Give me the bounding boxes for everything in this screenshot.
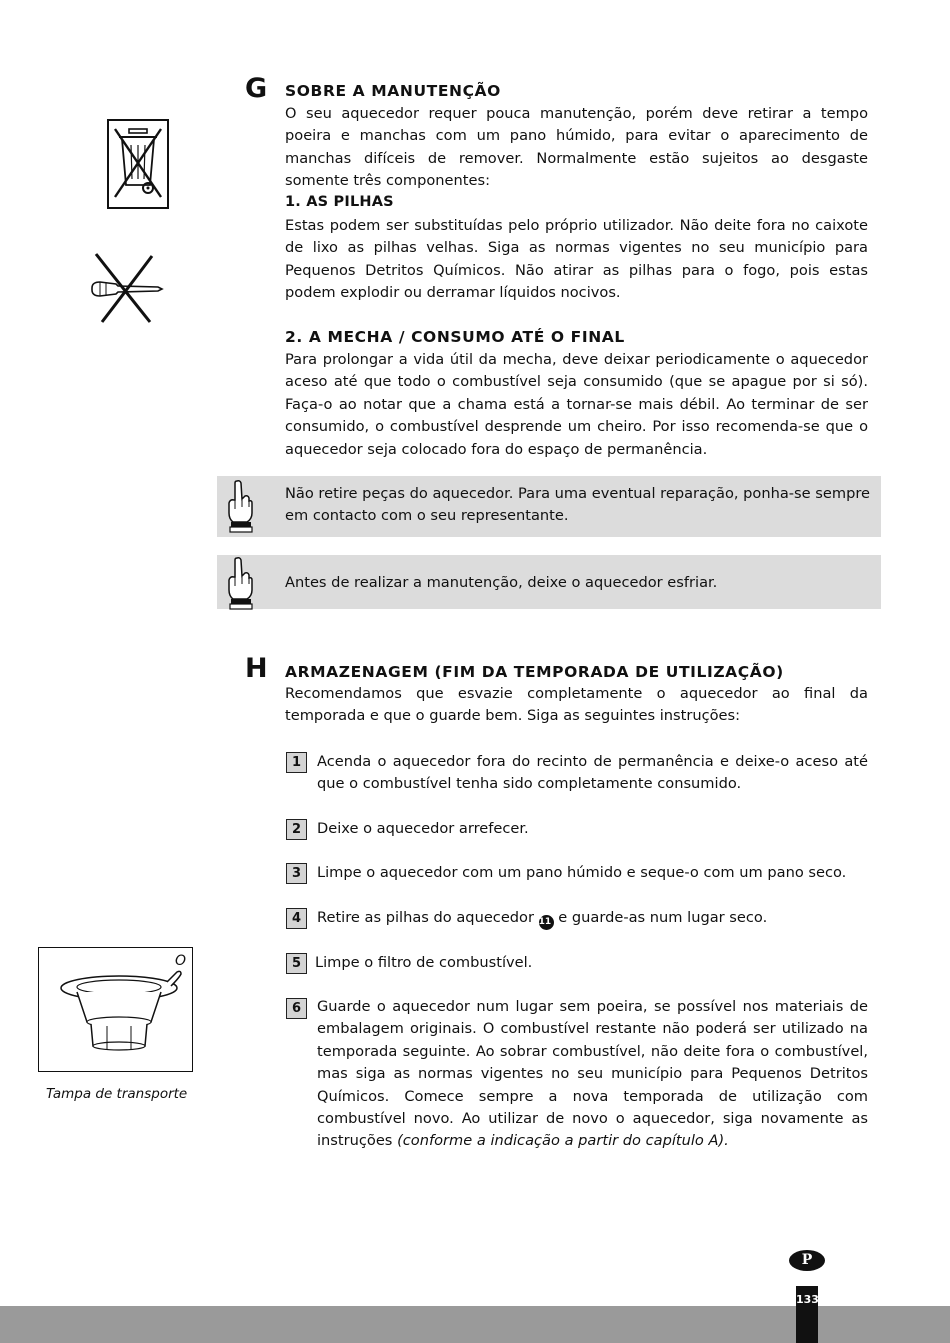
figure-frame bbox=[38, 947, 193, 1072]
language-badge: P bbox=[789, 1250, 825, 1271]
step-text-4 bbox=[317, 907, 868, 930]
crossed-out-bin-icon bbox=[107, 119, 169, 209]
sub2-title: 2. A MECHA / CONSUMO ATÉ O FINAL bbox=[285, 328, 625, 346]
pointing-hand-icon bbox=[225, 556, 255, 611]
step-4-text-before: Retire as pilhas do aquecedor bbox=[317, 909, 534, 926]
step-number-5: 5 bbox=[286, 953, 307, 974]
part-reference-badge: 11 bbox=[539, 915, 554, 930]
section-g-letter: G bbox=[245, 73, 268, 104]
note-1-text: Não retire peças do aquecedor. Para uma eventual reparação, ponha-se sempre em contacto com o seu representante. bbox=[285, 485, 870, 525]
step-number-2: 2 bbox=[286, 819, 307, 840]
step-text-5: Limpe o filtro de combustível. bbox=[315, 954, 533, 971]
step-number-1: 1 bbox=[286, 752, 307, 773]
section-h-intro: Recomendamos que esvazie completamente o aquecedor ao final da temporada e que o guarde bem. Siga as seguintes instruções: bbox=[285, 685, 868, 725]
sub1-title: 1. AS PILHAS bbox=[285, 194, 394, 210]
step-text-1: Acenda o aquecedor fora do recinto de permanência e deixe-o aceso até que o combustível tenha sido completamente consumido. bbox=[317, 753, 868, 793]
step-text-2: Deixe o aquecedor arrefecer. bbox=[317, 820, 529, 837]
step-6-text-italic: (conforme a indicação a partir do capítulo A). bbox=[397, 1132, 729, 1150]
sub2-text: Para prolongar a vida útil da mecha, deve deixar periodicamente o aquecedor aceso até que todo o combustível seja consumido (que se apague por si só). Faça-o ao notar que a chama está a tornar-se mais débil. Ao terminar de ser consumido, o combustível desprende um cheiro. Por isso recomenda-se que o aquecedor seja colocado fora do espaço de permanência. bbox=[285, 351, 868, 458]
step-text-3: Limpe o aquecedor com um pano húmido e seque-o com um pano seco. bbox=[317, 864, 847, 881]
step-text-6 bbox=[317, 996, 868, 1153]
step-6-text: Guarde o aquecedor num lugar sem poeira, se possível nos materiais de embalagem originais. O combustível restante não poderá ser utilizado na temporada seguinte. Ao sobrar combustível, não deite fora o combustível, mas siga as normas vigentes no seu município para Pequenos Detritos Químicos. Comece sempre a nova temporada de utilização com combustível novo. Ao utilizar de novo o aquecedor, siga novamente as instruções bbox=[317, 998, 868, 1150]
figure-label: O bbox=[174, 953, 186, 969]
page-number: 133 bbox=[796, 1293, 819, 1306]
step-number-4: 4 bbox=[286, 908, 307, 929]
section-h-letter: H bbox=[245, 653, 268, 684]
sub1-text: Estas podem ser substituídas pelo próprio utilizador. Não deite fora no caixote de lixo as pilhas velhas. Siga as normas vigentes no seu município para Pequenos Detritos Químicos. Não atirar as pilhas para o fogo, pois estas podem explodir ou derramar líquidos nocivos. bbox=[285, 217, 868, 302]
section-h-title: ARMAZENAGEM (FIM DA TEMPORADA DE UTILIZAÇÃO) bbox=[285, 663, 784, 681]
note-2-text: Antes de realizar a manutenção, deixe o aquecedor esfriar. bbox=[285, 574, 718, 591]
step-number-3: 3 bbox=[286, 863, 307, 884]
section-g-title: SOBRE A MANUTENÇÃO bbox=[285, 82, 501, 100]
no-screwdriver-icon bbox=[88, 252, 166, 324]
section-g-intro: O seu aquecedor requer pouca manutenção, porém deve retirar a tempo poeira e manchas com um pano húmido, para evitar o aparecimento de manchas difíceis de remover. Normalmente estão sujeitos ao desgaste somente três componentes: bbox=[285, 105, 868, 190]
step-4-text-after: e guarde-as num lugar seco. bbox=[558, 909, 768, 926]
step-number-6: 6 bbox=[286, 998, 307, 1019]
pointing-hand-icon bbox=[225, 479, 255, 534]
transport-cap-illustration bbox=[57, 966, 187, 1066]
figure-caption: Tampa de transporte bbox=[46, 1086, 188, 1102]
